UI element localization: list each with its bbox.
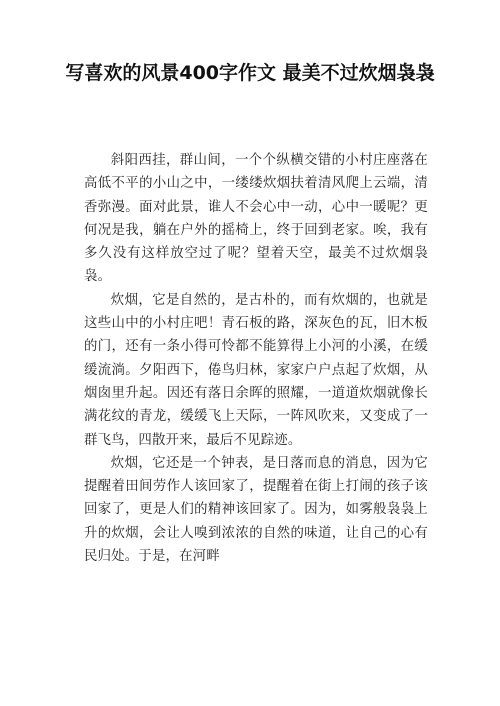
- article-title: 写喜欢的风景400字作文 最美不过炊烟袅袅: [65, 62, 435, 84]
- paragraph: 炊烟，它是自然的，是古朴的，而有炊烟的，也就是这些山中的小村庄吧！青石板的路，深灰色的瓦，旧木板的门，还有一条小得可怜都不能算得上小河的小溪，在缓缓流淌。夕阳西下，倦鸟归林，家家户户点起了炊烟，从烟囱里升起。因还有落日余晖的照耀，一道道炊烟就像长满花纹的青龙，缓缓飞上天际，一阵风吹来，又变成了一群飞鸟，四散开来，最后不见踪迹。: [84, 292, 428, 448]
- paragraph: 炊烟，它还是一个钟表，是日落而息的消息，因为它提醒着田间劳作人该回家了，提醒着在街上打闹的孩子该回家了，更是人们的精神该回家了。因为，如雾般袅袅上升的炊烟，会让人嗅到浓浓的自然的味道，让自己的心有民归处。于是，在河畔: [84, 455, 428, 565]
- article-body: [84, 149, 428, 568]
- paragraph: 斜阳西挂，群山间，一个个纵横交错的小村庄座落在高低不平的小山之中，一缕缕炊烟扶着清风爬上云端，清香弥漫。面对此景，谁人不会心中一动，心中一暖呢？更何况是我，躺在户外的摇椅上，终于回到老家。唉，我有多久没有这样放空过了呢？望着天空，最美不过炊烟袅袅。: [84, 153, 428, 285]
